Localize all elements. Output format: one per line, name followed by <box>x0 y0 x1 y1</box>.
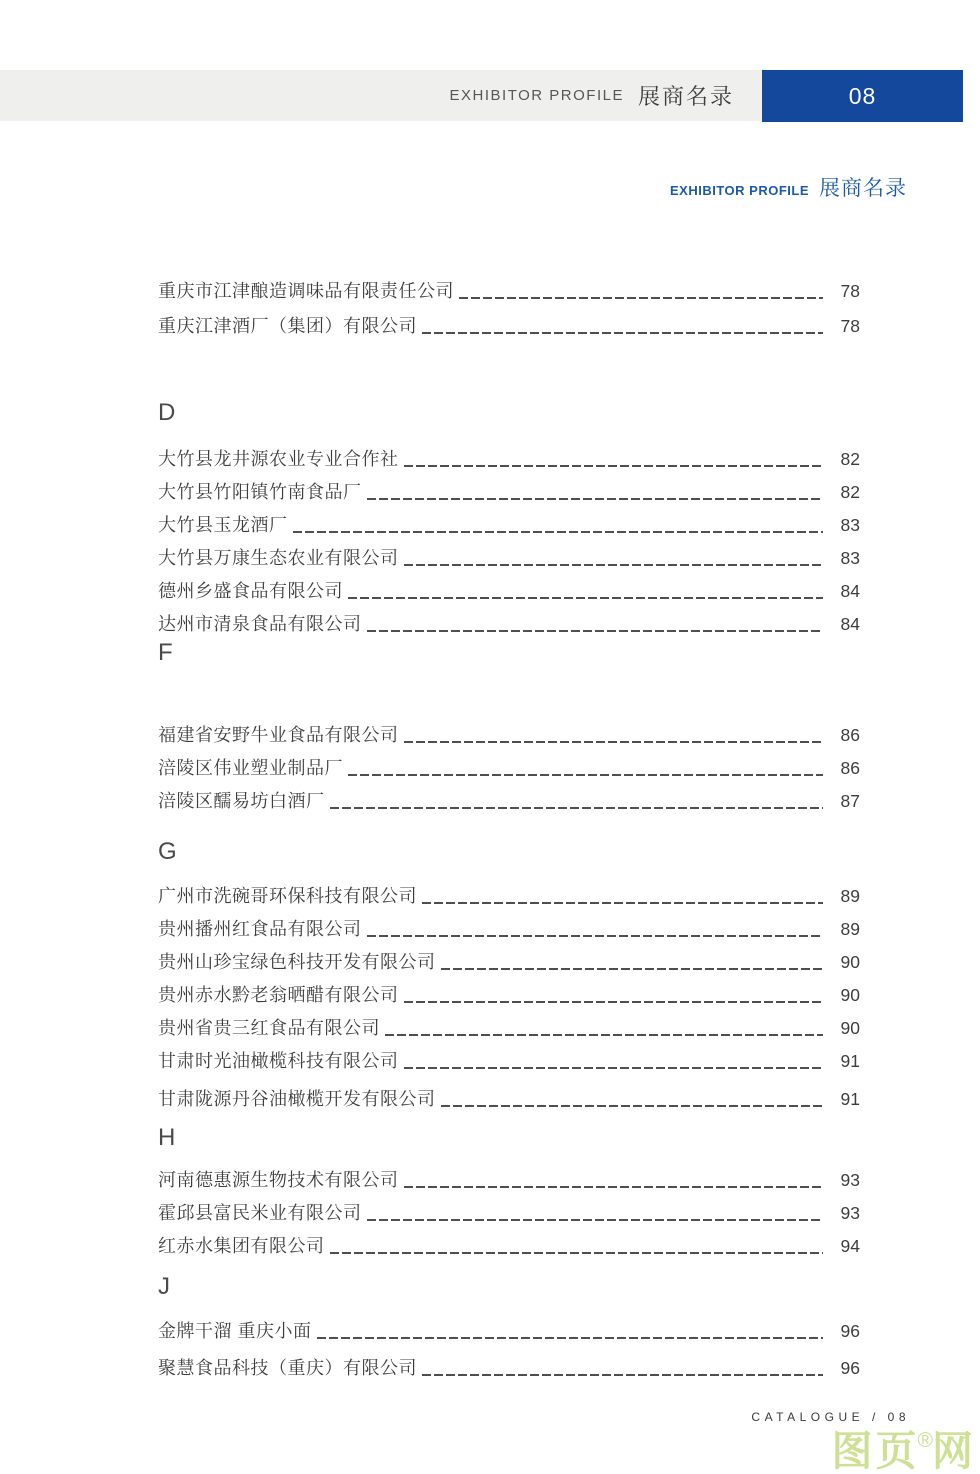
toc-section <box>158 398 860 636</box>
section-letter: F <box>158 639 173 666</box>
watermark-logo <box>832 1418 976 1474</box>
exhibitor-name: 德州乡盛食品有限公司 <box>158 581 343 601</box>
dotted-leader <box>422 902 823 904</box>
subheader-title-en: EXHIBITOR PROFILE <box>670 183 809 198</box>
exhibitor-name: 贵州播州红食品有限公司 <box>158 919 362 939</box>
toc-entry <box>158 1159 860 1192</box>
dotted-leader <box>422 332 823 334</box>
entry-page-number: 83 <box>840 548 860 568</box>
section-letter: G <box>158 838 177 865</box>
entry-page-number: 90 <box>840 1018 860 1038</box>
watermark-text-2: 网 <box>932 1428 976 1474</box>
toc-entry <box>158 714 860 747</box>
toc-entry <box>158 974 860 1007</box>
dotted-leader <box>317 1337 823 1339</box>
exhibitor-name: 大竹县龙井源农业专业合作社 <box>158 449 399 469</box>
toc-entry <box>158 603 860 636</box>
toc-entry <box>158 1040 860 1073</box>
toc-entry <box>158 268 860 303</box>
entry-page-number: 86 <box>840 725 860 745</box>
entry-page-number: 90 <box>840 952 860 972</box>
dotted-leader <box>330 1252 824 1254</box>
entry-page-number: 89 <box>840 886 860 906</box>
entry-page-number: 91 <box>840 1089 860 1109</box>
toc-entry <box>158 471 860 504</box>
exhibitor-name: 福建省安野牛业食品有限公司 <box>158 725 399 745</box>
toc-entry <box>158 1078 860 1111</box>
toc-section <box>158 268 860 338</box>
dotted-leader <box>404 1001 824 1003</box>
entry-page-number: 93 <box>840 1170 860 1190</box>
section-entries <box>158 875 860 1111</box>
toc-entry <box>158 504 860 537</box>
toc-entry <box>158 908 860 941</box>
toc-entry <box>158 438 860 471</box>
exhibitor-name: 贵州山珍宝绿色科技开发有限公司 <box>158 952 436 972</box>
exhibitor-name: 达州市清泉食品有限公司 <box>158 614 362 634</box>
entry-page-number: 87 <box>840 791 860 811</box>
entry-page-number: 78 <box>840 316 860 336</box>
dotted-leader <box>422 1374 823 1376</box>
entry-page-number: 90 <box>840 985 860 1005</box>
toc-entry <box>158 1225 860 1258</box>
header-title-en: EXHIBITOR PROFILE <box>449 87 624 104</box>
dotted-leader <box>441 1105 824 1107</box>
exhibitor-name: 大竹县玉龙酒厂 <box>158 515 288 535</box>
dotted-leader <box>367 1219 824 1221</box>
entry-page-number: 83 <box>840 515 860 535</box>
dotted-leader <box>367 935 824 937</box>
entry-page-number: 82 <box>840 449 860 469</box>
dotted-leader <box>459 297 823 299</box>
toc-entry <box>158 941 860 974</box>
toc-entry <box>158 1192 860 1225</box>
exhibitor-name: 河南德惠源生物技术有限公司 <box>158 1170 399 1190</box>
exhibitor-name: 广州市洗碗哥环保科技有限公司 <box>158 886 417 906</box>
page-number-badge <box>762 70 963 122</box>
toc-section <box>158 1272 860 1380</box>
toc-entry <box>158 780 860 813</box>
exhibitor-name: 重庆市江津酿造调味品有限责任公司 <box>158 281 454 301</box>
toc-entry <box>158 570 860 603</box>
dotted-leader <box>385 1034 823 1036</box>
section-letter: J <box>158 1273 170 1300</box>
exhibitor-name: 霍邱县富民米业有限公司 <box>158 1203 362 1223</box>
entry-page-number: 78 <box>840 281 860 301</box>
toc-entry <box>158 875 860 908</box>
toc-entry <box>158 1310 860 1343</box>
entry-page-number: 96 <box>840 1358 860 1378</box>
section-entries <box>158 714 860 813</box>
section-letter: H <box>158 1124 176 1151</box>
entry-page-number: 96 <box>840 1321 860 1341</box>
exhibitor-name: 涪陵区伟业塑业制品厂 <box>158 758 343 778</box>
exhibitor-name: 金牌干溜 重庆小面 <box>158 1321 312 1341</box>
dotted-leader <box>441 968 824 970</box>
entry-page-number: 84 <box>840 614 860 634</box>
header-bar <box>0 70 762 121</box>
registered-trademark-icon: ® <box>917 1429 936 1452</box>
dotted-leader <box>404 465 824 467</box>
entry-page-number: 82 <box>840 482 860 502</box>
dotted-leader <box>293 531 824 533</box>
entry-page-number: 86 <box>840 758 860 778</box>
section-letter: D <box>158 399 176 426</box>
exhibitor-name: 红赤水集团有限公司 <box>158 1236 325 1256</box>
toc-entry <box>158 303 860 338</box>
section-entries <box>158 1159 860 1258</box>
exhibitor-name: 聚慧食品科技（重庆）有限公司 <box>158 1358 417 1378</box>
dotted-leader <box>348 774 823 776</box>
footer-catalogue-label: CATALOGUE / 08 <box>751 1410 910 1424</box>
dotted-leader <box>367 498 824 500</box>
section-entries <box>158 268 860 338</box>
header-title-zh: 展商名录 <box>637 84 734 109</box>
toc-section <box>158 1123 860 1258</box>
exhibitor-name: 大竹县万康生态农业有限公司 <box>158 548 399 568</box>
page-number: 08 <box>848 82 877 109</box>
toc-section <box>158 837 860 1111</box>
subheader-title-zh: 展商名录 <box>819 177 907 200</box>
toc-entry <box>158 747 860 780</box>
dotted-leader <box>348 597 823 599</box>
entry-page-number: 94 <box>840 1236 860 1256</box>
dotted-leader <box>404 564 824 566</box>
toc-entry <box>158 537 860 570</box>
dotted-leader <box>404 741 824 743</box>
entry-page-number: 91 <box>840 1051 860 1071</box>
toc-entry <box>158 1347 860 1380</box>
toc-entry <box>158 1007 860 1040</box>
section-entries <box>158 438 860 636</box>
exhibitor-name: 甘肃时光油橄榄科技有限公司 <box>158 1051 399 1071</box>
entry-page-number: 84 <box>840 581 860 601</box>
toc-section <box>158 638 860 813</box>
section-subheader <box>670 172 907 202</box>
exhibitor-name: 甘肃陇源丹谷油橄榄开发有限公司 <box>158 1089 436 1109</box>
dotted-leader <box>404 1186 824 1188</box>
section-entries <box>158 1310 860 1380</box>
exhibitor-name: 大竹县竹阳镇竹南食品厂 <box>158 482 362 502</box>
entry-page-number: 93 <box>840 1203 860 1223</box>
exhibitor-name: 涪陵区醹易坊白酒厂 <box>158 791 325 811</box>
entry-page-number: 89 <box>840 919 860 939</box>
exhibitor-name: 贵州省贵三红食品有限公司 <box>158 1018 380 1038</box>
dotted-leader <box>330 807 824 809</box>
exhibitor-name: 贵州赤水黔老翁晒醋有限公司 <box>158 985 399 1005</box>
dotted-leader <box>404 1067 824 1069</box>
watermark-text-1: 图页 <box>831 1428 920 1474</box>
toc <box>158 268 860 1380</box>
exhibitor-name: 重庆江津酒厂（集团）有限公司 <box>158 316 417 336</box>
dotted-leader <box>367 630 824 632</box>
